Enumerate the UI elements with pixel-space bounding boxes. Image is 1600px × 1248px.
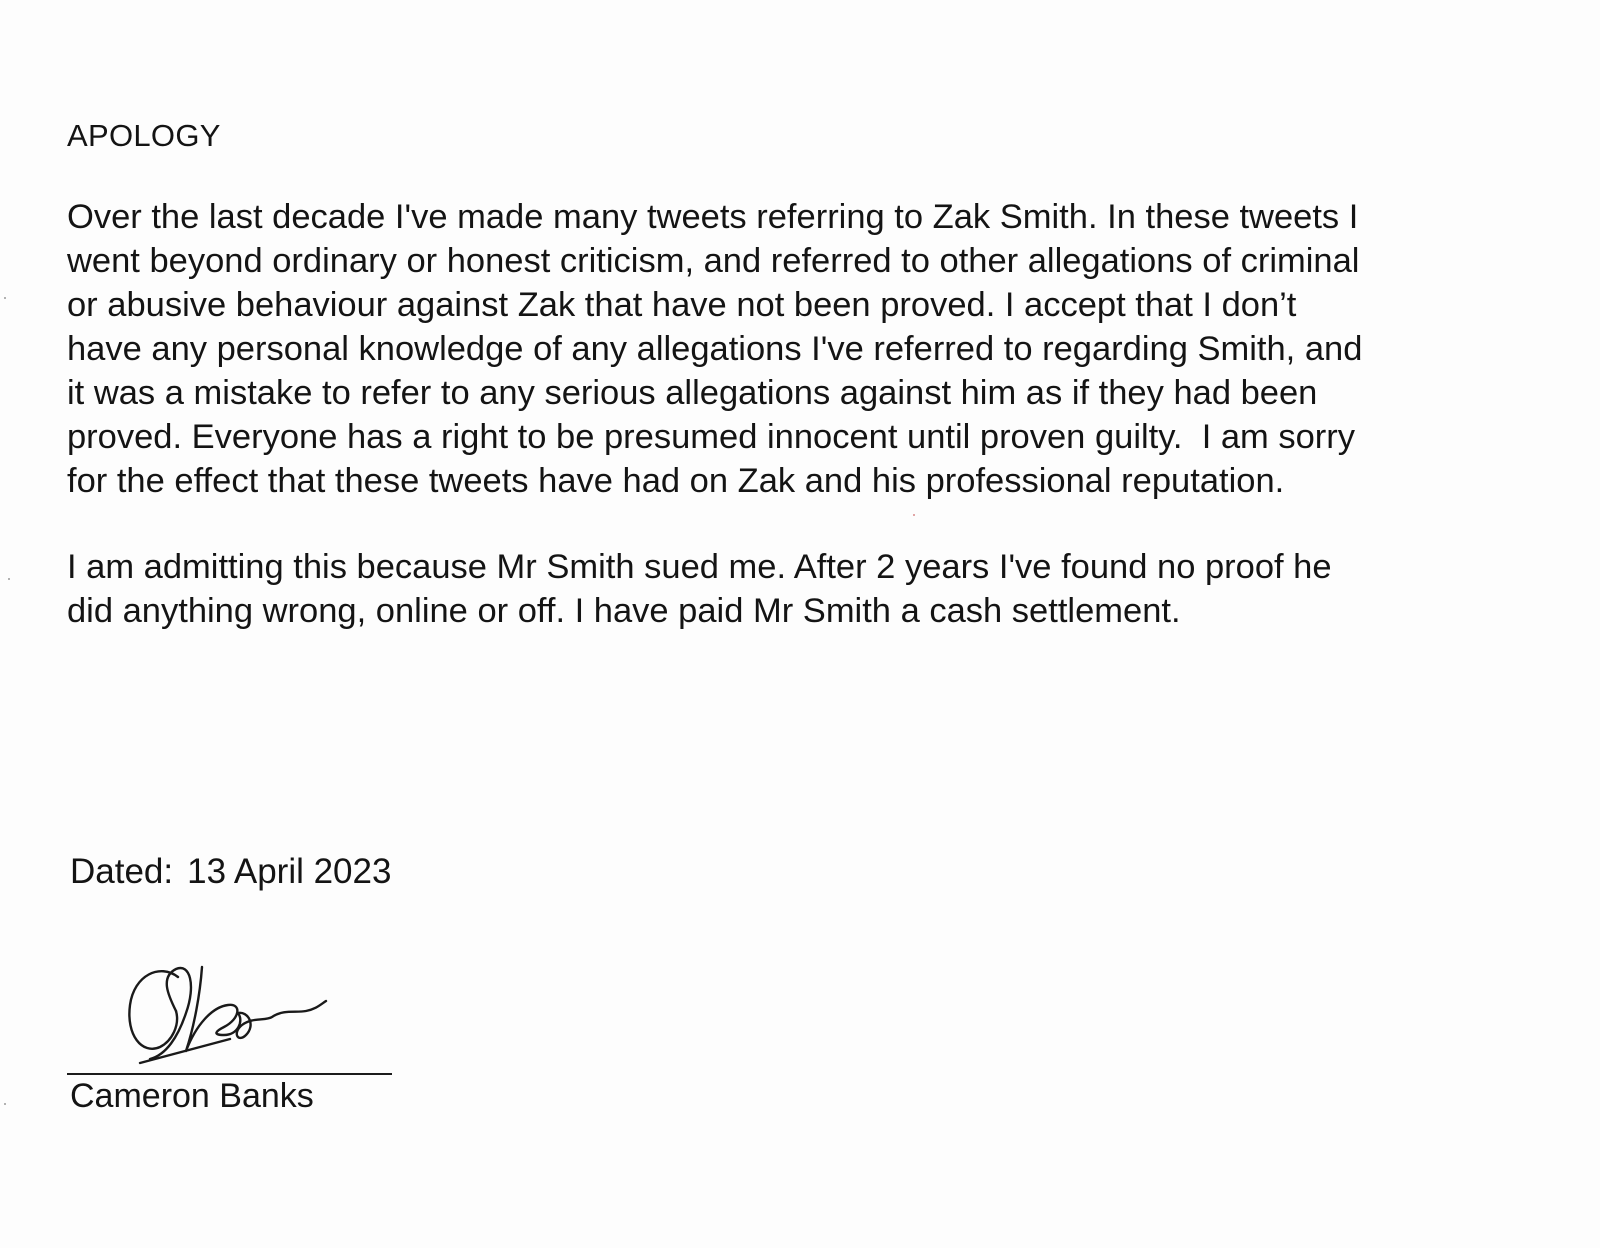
signature-line [67, 1073, 392, 1075]
scan-speck [4, 297, 6, 299]
paragraph-line: it was a mistake to refer to any serious allegations against him as if they had been [67, 374, 1318, 412]
document-title: APOLOGY [67, 118, 221, 153]
paragraph-line: proved. Everyone has a right to be presumed innocent until proven guilty. I am sorry [67, 418, 1356, 456]
paragraph-line: went beyond ordinary or honest criticism, and referred to other allegations of criminal [67, 242, 1360, 280]
body-paragraph-2 [67, 545, 1547, 633]
paragraph-line: or abusive behaviour against Zak that have not been proved. I accept that I don’t [67, 286, 1297, 324]
paragraph-line: for the effect that these tweets have had on Zak and his professional reputation. [67, 462, 1285, 500]
dated-value: 13 April 2023 [187, 852, 392, 891]
body-paragraph-1 [67, 195, 1547, 503]
scan-speck [913, 514, 915, 516]
scan-speck [4, 1103, 6, 1105]
paragraph-line: did anything wrong, online or off. I have paid Mr Smith a cash settlement. [67, 592, 1181, 630]
paragraph-line: Over the last decade I've made many tweets referring to Zak Smith. In these tweets I [67, 198, 1359, 236]
scan-speck [8, 578, 10, 580]
handwritten-signature [120, 955, 350, 1075]
paragraph-line: I am admitting this because Mr Smith sued me. After 2 years I've found no proof he [67, 548, 1332, 586]
date-line [70, 852, 391, 892]
signatory-name: Cameron Banks [70, 1077, 314, 1115]
paragraph-line: have any personal knowledge of any allegations I've referred to regarding Smith, and [67, 330, 1363, 368]
dated-label: Dated: [70, 852, 174, 891]
